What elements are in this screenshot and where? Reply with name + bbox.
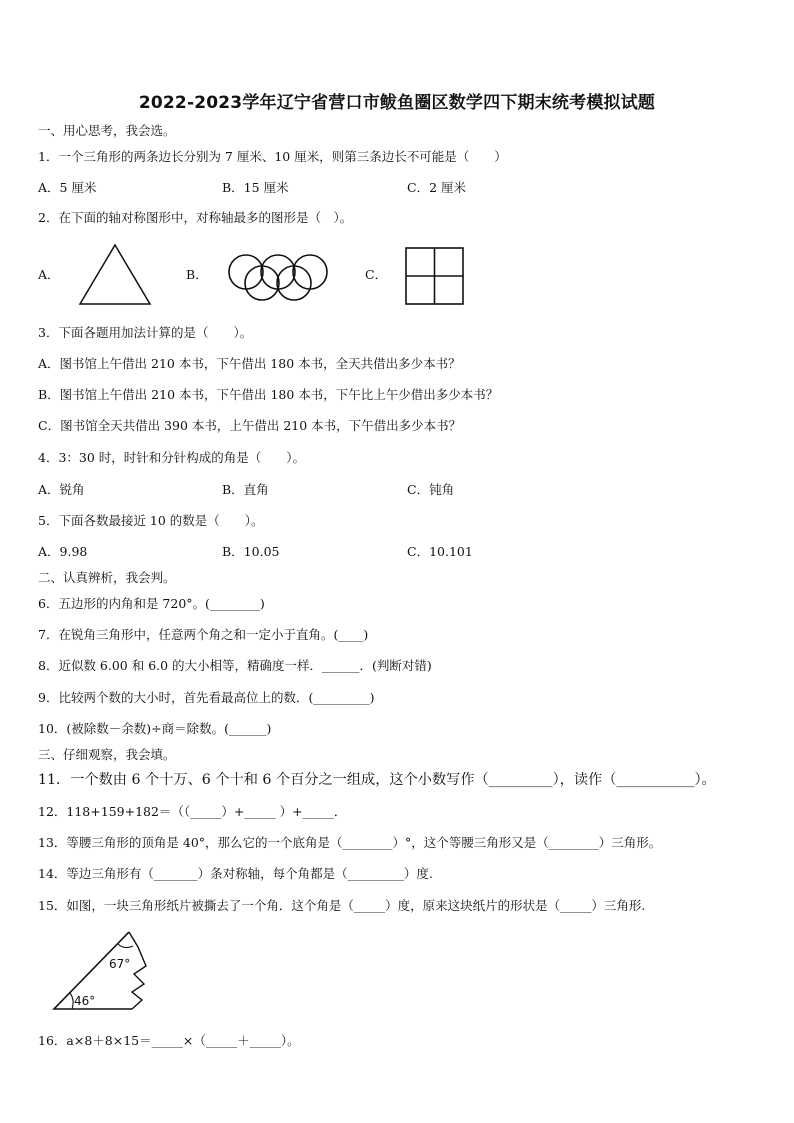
q5-option-b: B．10.05 xyxy=(222,544,280,559)
section-heading-2: 二、认真辨析，我会判。 xyxy=(38,570,176,585)
question-8: 8．近似数 6.00 和 6.0 的大小相等，精确度一样．______．(判断对错) xyxy=(38,658,432,673)
angle-label-67: 67° xyxy=(109,957,131,971)
question-5: 5．下面各数最接近 10 的数是（ ）。 xyxy=(38,513,264,528)
q1-option-a: A．5 厘米 xyxy=(38,180,97,195)
q4-option-b: B．直角 xyxy=(222,482,269,497)
question-7: 7．在锐角三角形中，任意两个角之和一定小于直角。(____) xyxy=(38,627,369,642)
question-2: 2．在下面的轴对称图形中，对称轴最多的图形是（ ）。 xyxy=(38,210,353,225)
triangle-figure xyxy=(78,243,152,307)
page-title: 2022-2023学年辽宁省营口市鲅鱼圈区数学四下期末统考模拟试题 xyxy=(138,93,656,113)
q3-option-c: C．图书馆全天共借出 390 本书，上午借出 210 本书，下午借出多少本书？ xyxy=(38,418,462,433)
q2-option-c: C． xyxy=(365,267,388,282)
question-3: 3．下面各题用加法计算的是（ ）。 xyxy=(38,325,253,340)
question-9: 9．比较两个数的大小时，首先看最高位上的数．(_________) xyxy=(38,690,375,705)
square-grid-figure xyxy=(405,247,465,305)
torn-triangle-figure xyxy=(52,930,152,1012)
q2-option-a: A． xyxy=(38,267,60,282)
question-1: 1．一个三角形的两条边长分别为 7 厘米、10 厘米，则第三条边长不可能是（ ） xyxy=(38,149,507,164)
q3-option-a: A．图书馆上午借出 210 本书，下午借出 180 本书，全天共借出多少本书？ xyxy=(38,356,461,371)
question-14: 14．等边三角形有（_______）条对称轴，每个角都是（_________）度. xyxy=(38,866,433,881)
section-heading-3: 三、仔细观察，我会填。 xyxy=(38,747,176,762)
q1-option-b: B．15 厘米 xyxy=(222,180,289,195)
question-4: 4．3：30 时，时针和分针构成的角是（ ）。 xyxy=(38,450,306,465)
question-10: 10．(被除数－余数)÷商＝除数。(______) xyxy=(38,721,272,736)
section-heading-1: 一、用心思考，我会选。 xyxy=(38,123,176,138)
q4-option-a: A．锐角 xyxy=(38,482,85,497)
question-6: 6．五边形的内角和是 720°。(________) xyxy=(38,596,265,611)
question-11: 11．一个数由 6 个十万、6 个十和 6 个百分之一组成，这个小数写作（_________），读作（___________）。 xyxy=(38,772,716,788)
q5-option-a: A．9.98 xyxy=(38,544,88,559)
question-13: 13．等腰三角形的顶角是 40°，那么它的一个底角是（________）°，这个等腰三角形又是（________）三角形。 xyxy=(38,835,662,850)
q5-option-c: C．10.101 xyxy=(407,544,473,559)
angle-label-46: 46° xyxy=(74,994,96,1008)
q1-option-c: C．2 厘米 xyxy=(407,180,466,195)
question-12: 12．118+159+182＝（（_____）+_____ ）+_____． xyxy=(38,804,347,819)
question-16: 16．a×8＋8×15＝_____×（_____＋_____）。 xyxy=(38,1033,300,1048)
question-15: 15．如图，一块三角形纸片被撕去了一个角．这个角是（_____）度，原来这块纸片的形状是（_____）三角形. xyxy=(38,898,646,913)
q3-option-b: B．图书馆上午借出 210 本书，下午借出 180 本书，下午比上午少借出多少本书？ xyxy=(38,387,499,402)
olympic-rings-figure xyxy=(226,254,330,300)
q4-option-c: C．钝角 xyxy=(407,482,455,497)
q2-option-b: B． xyxy=(186,267,208,282)
